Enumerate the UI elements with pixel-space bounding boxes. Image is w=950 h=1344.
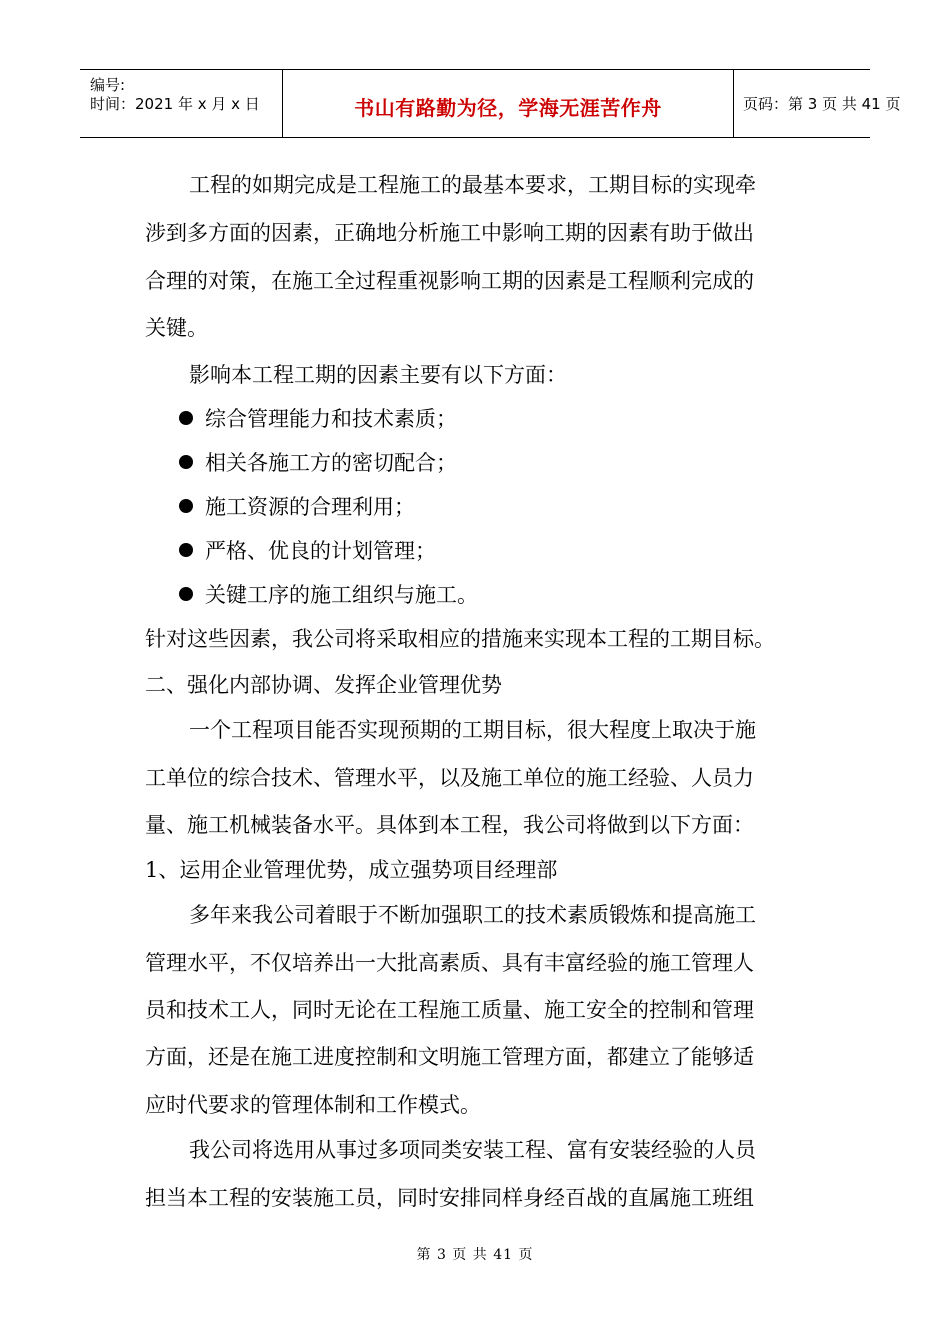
bullet-dot-icon [179, 499, 193, 513]
bullet-item [179, 448, 457, 478]
paragraph-line: 方面，还是在施工进度控制和文明施工管理方面，都建立了能够适 [145, 1045, 754, 1069]
paragraph-line: 管理水平，不仅培养出一大批高素质、具有丰富经验的施工管理人 [145, 951, 754, 975]
bullet-dot-icon [179, 411, 193, 425]
paragraph-line: 工程的如期完成是工程施工的最基本要求，工期目标的实现牵 [189, 173, 756, 197]
paragraph-line: 针对这些因素，我公司将采取相应的措施来实现本工程的工期目标。 [145, 627, 775, 651]
header-page-cell [733, 70, 901, 137]
page-footer: 第 3 页 共 41 页 [416, 1247, 534, 1263]
number-label: 编号: [90, 76, 126, 94]
paragraph-line: 影响本工程工期的因素主要有以下方面： [189, 363, 567, 387]
header-meta-cell [80, 70, 282, 137]
paragraph-line: 一个工程项目能否实现预期的工期目标，很大程度上取决于施 [189, 718, 756, 742]
time-label: 时间：2021 年 x 月 x 日 [90, 95, 260, 113]
paragraph-line: 涉到多方面的因素，正确地分析施工中影响工期的因素有助于做出 [145, 221, 754, 245]
paragraph-line: 多年来我公司着眼于不断加强职工的技术素质锻炼和提高施工 [189, 903, 756, 927]
paragraph-line: 量、施工机械装备水平。具体到本工程，我公司将做到以下方面： [145, 813, 754, 837]
motto-text: 书山有路勤为径，学海无涯苦作舟 [354, 96, 662, 120]
bullet-item [179, 404, 457, 434]
header-motto-cell [282, 70, 734, 137]
bullet-text: 关键工序的施工组织与施工。 [205, 583, 478, 607]
bullet-dot-icon [179, 455, 193, 469]
paragraph-line: 应时代要求的管理体制和工作模式。 [145, 1093, 481, 1117]
bullet-text: 综合管理能力和技术素质； [205, 407, 457, 431]
subsection-heading: 1、运用企业管理优势，成立强势项目经理部 [145, 858, 558, 882]
page-label: 页码：第 3 页 共 41 页 [743, 95, 901, 113]
paragraph-line: 合理的对策，在施工全过程重视影响工期的因素是工程顺利完成的 [145, 269, 754, 293]
bullet-text: 施工资源的合理利用； [205, 495, 415, 519]
document-header [80, 69, 901, 138]
bullet-dot-icon [179, 587, 193, 601]
paragraph-line: 我公司将选用从事过多项同类安装工程、富有安装经验的人员 [189, 1138, 756, 1162]
bullet-text: 严格、优良的计划管理； [205, 539, 436, 563]
bullet-item [179, 536, 436, 566]
bullet-dot-icon [179, 543, 193, 557]
section-heading: 二、强化内部协调、发挥企业管理优势 [145, 673, 502, 697]
paragraph-line: 工单位的综合技术、管理水平，以及施工单位的施工经验、人员力 [145, 766, 754, 790]
bullet-text: 相关各施工方的密切配合； [205, 451, 457, 475]
bullet-item [179, 580, 478, 610]
paragraph-line: 员和技术工人，同时无论在工程施工质量、施工安全的控制和管理 [145, 998, 754, 1022]
paragraph-line: 担当本工程的安装施工员，同时安排同样身经百战的直属施工班组 [145, 1186, 754, 1210]
paragraph-line: 关键。 [145, 316, 208, 340]
bullet-item [179, 492, 415, 522]
